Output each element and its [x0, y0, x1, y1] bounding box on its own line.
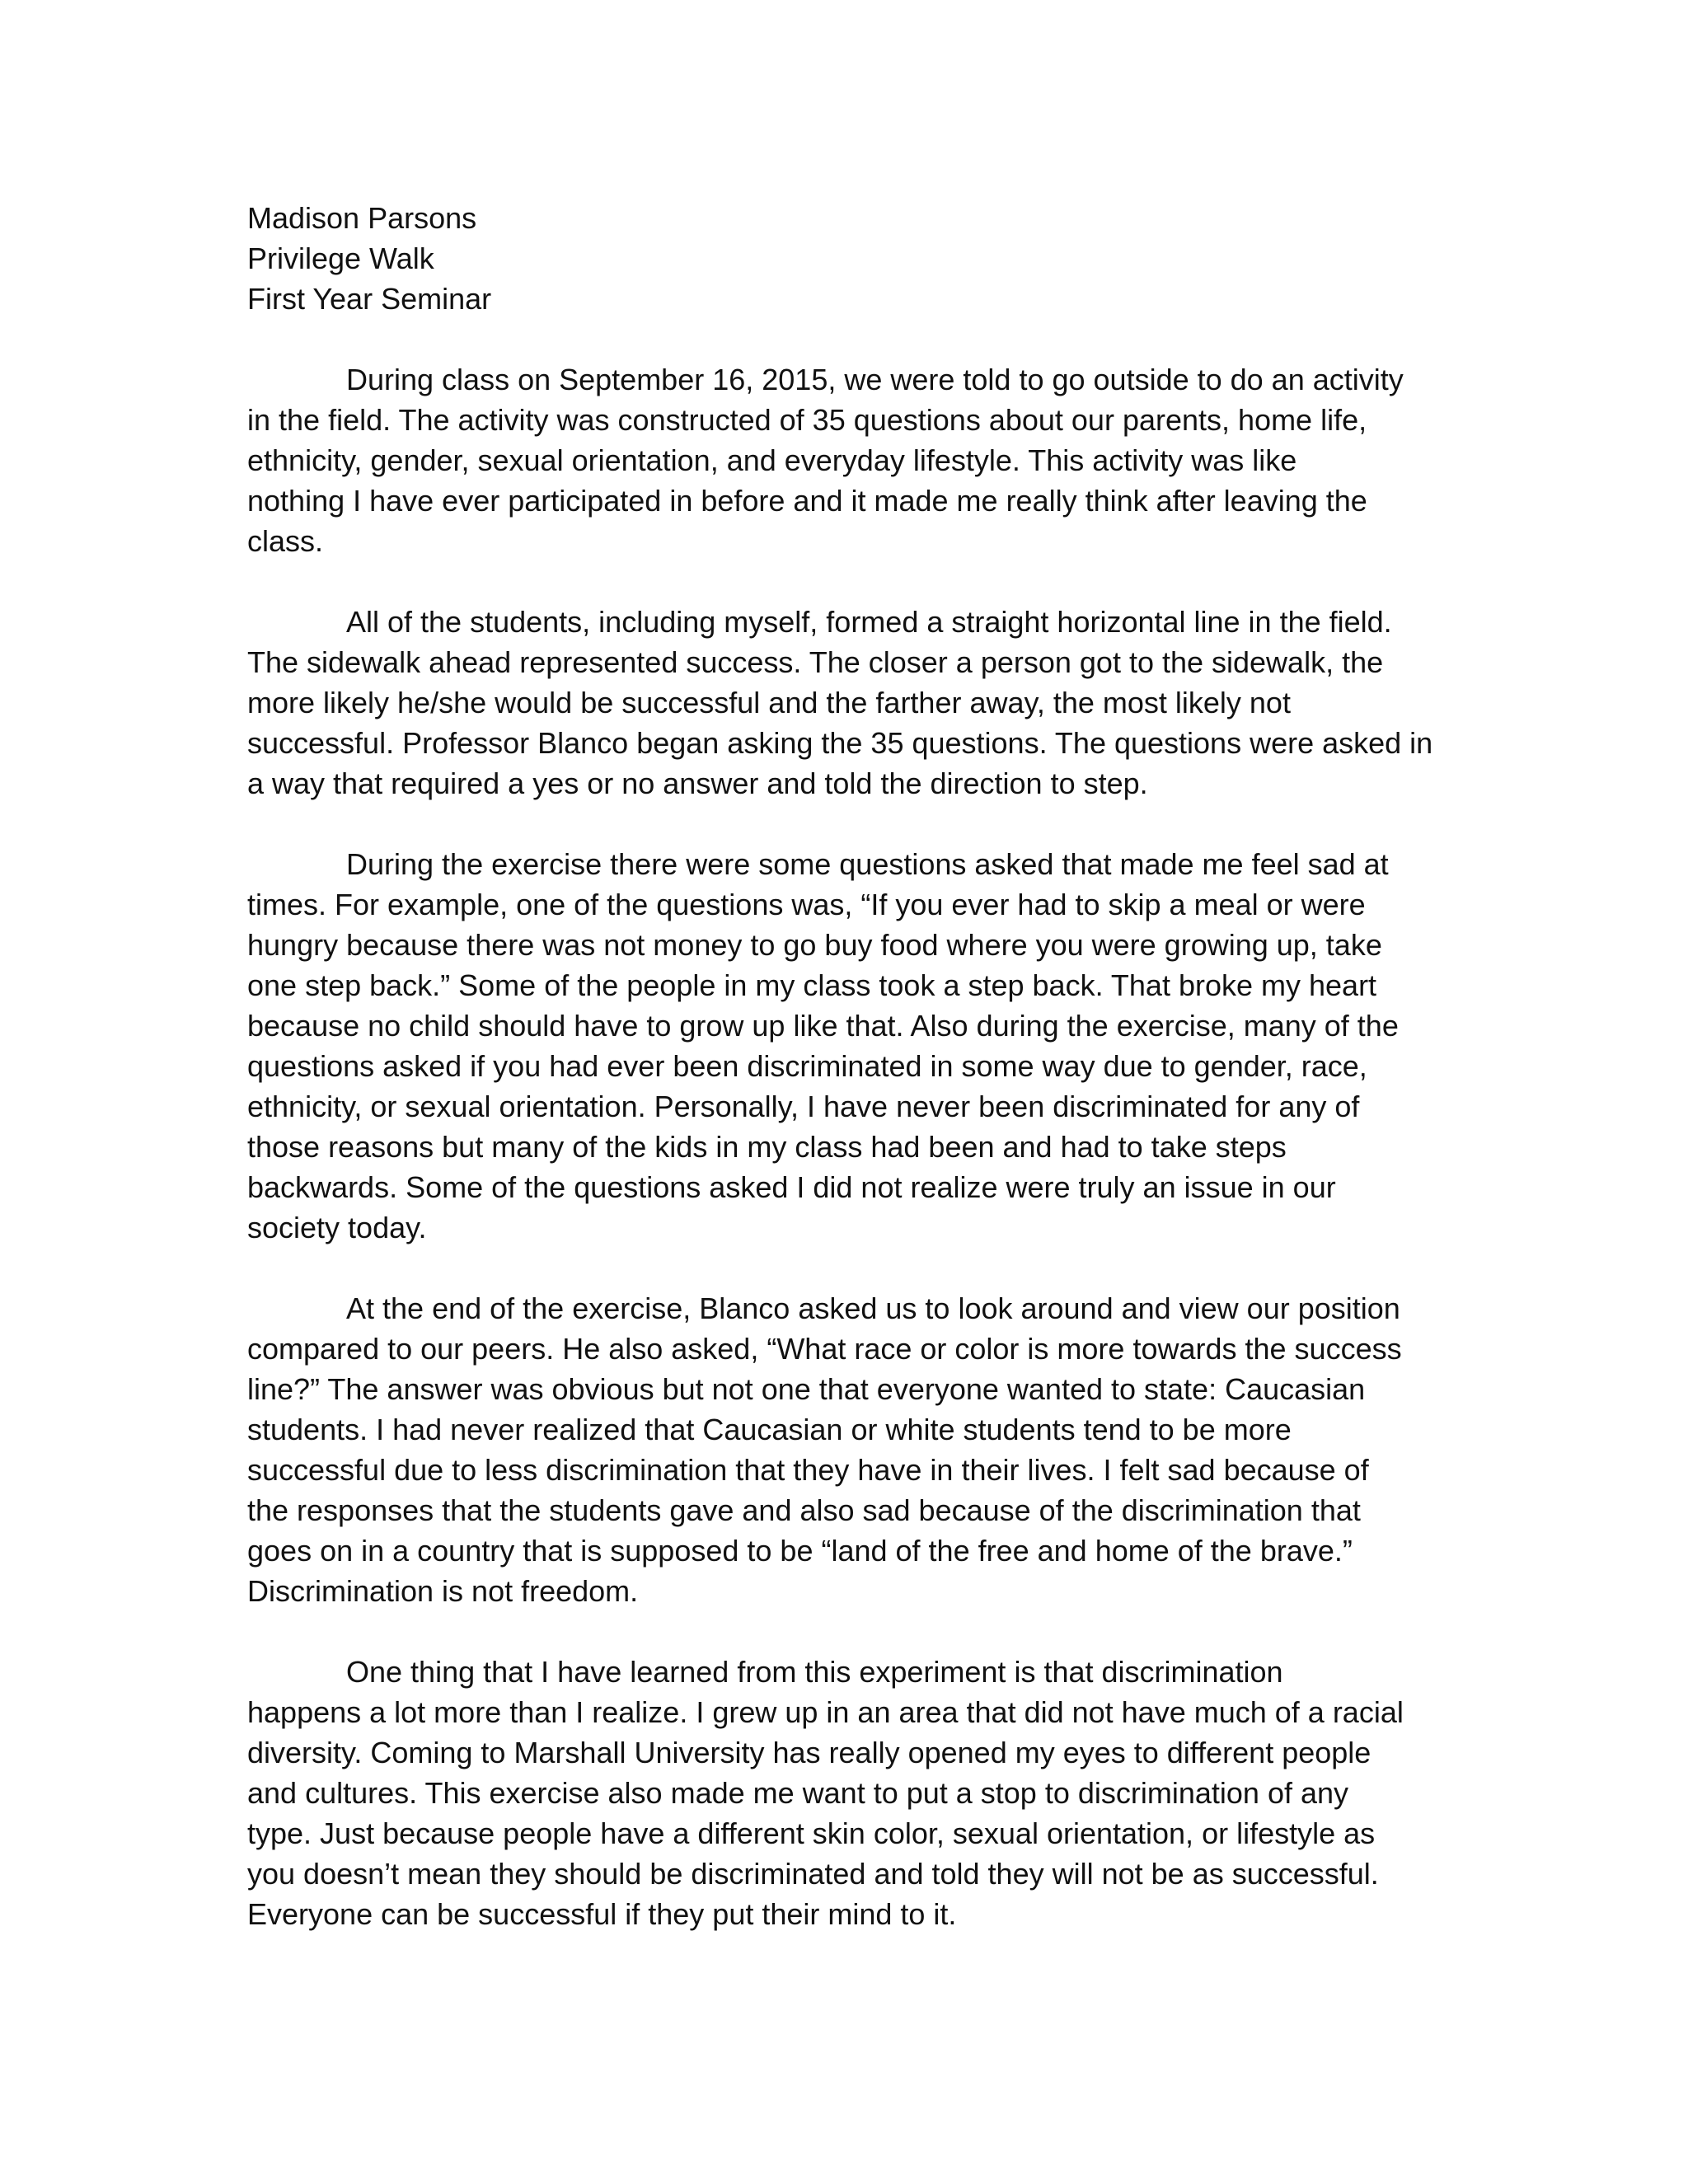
paragraph-line: All of the students, including myself, formed a straight horizontal line in the field. [346, 605, 1392, 639]
paragraph-line: those reasons but many of the kids in my class had been and had to take steps [247, 1130, 1287, 1164]
paragraph-line: During class on September 16, 2015, we were told to go outside to do an activity [346, 363, 1404, 396]
paragraph-line: ethnicity, or sexual orientation. Personally, I have never been discriminated for any of [247, 1090, 1360, 1123]
paragraph-line: hungry because there was not money to go buy food where you were growing up, take [247, 928, 1382, 962]
paragraph-line: type. Just because people have a different skin color, sexual orientation, or lifestyle as [247, 1816, 1376, 1850]
paragraph-line: questions asked if you had ever been discriminated in some way due to gender, race, [247, 1049, 1367, 1083]
paragraph-line: line?” The answer was obvious but not one that everyone wanted to state: Caucasian [247, 1372, 1366, 1406]
paragraph-line: Everyone can be successful if they put their mind to it. [247, 1897, 957, 1931]
paragraph-line: you doesn’t mean they should be discriminated and told they will not be as successful. [247, 1857, 1379, 1891]
paragraph-4 [247, 1288, 1434, 1611]
paragraph-line: times. For example, one of the questions was, “If you ever had to skip a meal or were [247, 888, 1366, 921]
document-header [247, 198, 1434, 319]
paragraph-line: a way that required a yes or no answer and told the direction to step. [247, 766, 1148, 800]
paragraph-line: nothing I have ever participated in before and it made me really think after leaving the [247, 484, 1367, 518]
paragraph-1 [247, 359, 1434, 561]
paragraph-line: backwards. Some of the questions asked I did not realize were truly an issue in our [247, 1170, 1336, 1204]
paragraph-5 [247, 1652, 1434, 1934]
paragraph-line: At the end of the exercise, Blanco asked us to look around and view our position [346, 1291, 1400, 1325]
paragraph-line: and cultures. This exercise also made me want to put a stop to discrimination of any [247, 1776, 1349, 1810]
paragraph-line: the responses that the students gave and also sad because of the discrimination that [247, 1493, 1361, 1527]
paragraph-line: ethnicity, gender, sexual orientation, and everyday lifestyle. This activity was like [247, 443, 1297, 477]
paragraph-line: diversity. Coming to Marshall University has really opened my eyes to different people [247, 1736, 1372, 1769]
paragraph-line: During the exercise there were some questions asked that made me feel sad at [346, 847, 1389, 881]
paragraph-2 [247, 602, 1434, 804]
document-title: Privilege Walk [247, 241, 434, 275]
paragraph-line: successful. Professor Blanco began asking the 35 questions. The questions were asked in [247, 726, 1433, 760]
course-name: First Year Seminar [247, 282, 492, 316]
author-name: Madison Parsons [247, 201, 477, 235]
paragraph-line: goes on in a country that is supposed to be “land of the free and home of the brave.” [247, 1534, 1353, 1568]
document-body [247, 198, 1434, 1975]
paragraph-line: compared to our peers. He also asked, “What race or color is more towards the success [247, 1332, 1402, 1366]
paragraph-line: in the field. The activity was constructed of 35 questions about our parents, home life, [247, 403, 1367, 437]
paragraph-line: one step back.” Some of the people in my class took a step back. That broke my heart [247, 968, 1377, 1002]
paragraph-line: because no child should have to grow up like that. Also during the exercise, many of the [247, 1009, 1399, 1043]
paragraph-line: society today. [247, 1211, 427, 1244]
paragraph-line: students. I had never realized that Caucasian or white students tend to be more [247, 1413, 1292, 1446]
paragraph-3 [247, 844, 1434, 1248]
paragraph-line: The sidewalk ahead represented success. The closer a person got to the sidewalk, the [247, 645, 1384, 679]
paragraph-line: happens a lot more than I realize. I grew up in an area that did not have much of a racial [247, 1695, 1404, 1729]
paragraph-line: class. [247, 524, 324, 558]
paragraph-line: Discrimination is not freedom. [247, 1574, 639, 1608]
paragraph-line: more likely he/she would be successful and the farther away, the most likely not [247, 686, 1291, 719]
paragraph-line: One thing that I have learned from this experiment is that discrimination [346, 1655, 1283, 1689]
paragraph-line: successful due to less discrimination that they have in their lives. I felt sad because of [247, 1453, 1369, 1487]
